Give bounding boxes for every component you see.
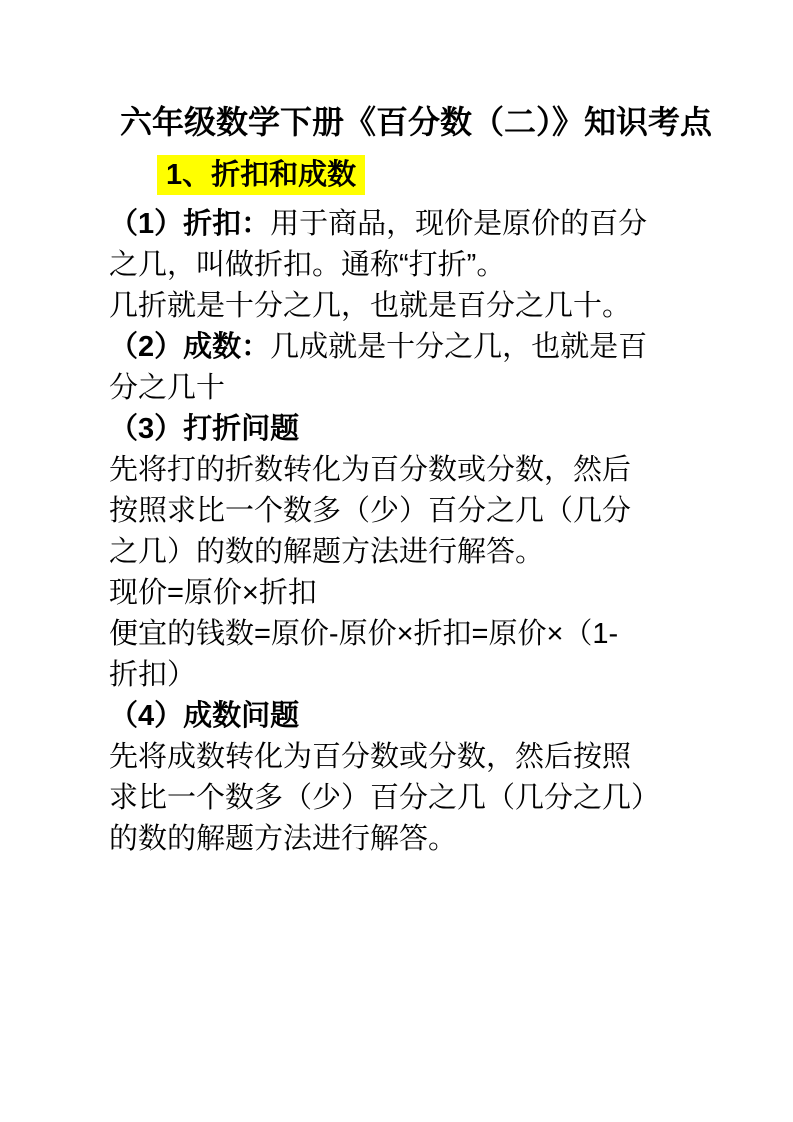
text-line: 几折就是十分之几，也就是百分之几十。	[109, 290, 632, 322]
text-line: 折扣）	[109, 659, 197, 691]
text-line: 的数的解题方法进行解答。	[109, 823, 458, 855]
page-title: 六年级数学下册《百分数（二）》知识考点	[120, 104, 713, 140]
text-line: 先将成数转化为百分数或分数，然后按照	[109, 741, 632, 773]
text-line: （4）成数问题	[109, 700, 300, 732]
section-heading-row	[109, 155, 693, 195]
body-text	[109, 204, 693, 860]
text-line: 便宜的钱数=原价-原价×折扣=原价×（1-	[109, 618, 619, 650]
section-heading-highlighted: 1、折扣和成数	[157, 155, 365, 195]
text-line: 求比一个数多（少）百分之几（几分之几）	[109, 782, 661, 814]
text-line: （2）成数：几成就是十分之几，也就是百	[109, 331, 648, 363]
text-line: 先将打的折数转化为百分数或分数，然后	[109, 454, 632, 486]
text-line: （1）折扣：用于商品，现价是原价的百分	[109, 208, 648, 240]
text-line: 之几）的数的解题方法进行解答。	[109, 536, 545, 568]
text-line: 分之几十	[109, 372, 226, 404]
text-line: 之几，叫做折扣。通称“打折”。	[109, 249, 506, 281]
text-line: （3）打折问题	[109, 413, 300, 445]
text-line: 按照求比一个数多（少）百分之几（几分	[109, 495, 632, 527]
text-line: 现价=原价×折扣	[109, 577, 317, 609]
